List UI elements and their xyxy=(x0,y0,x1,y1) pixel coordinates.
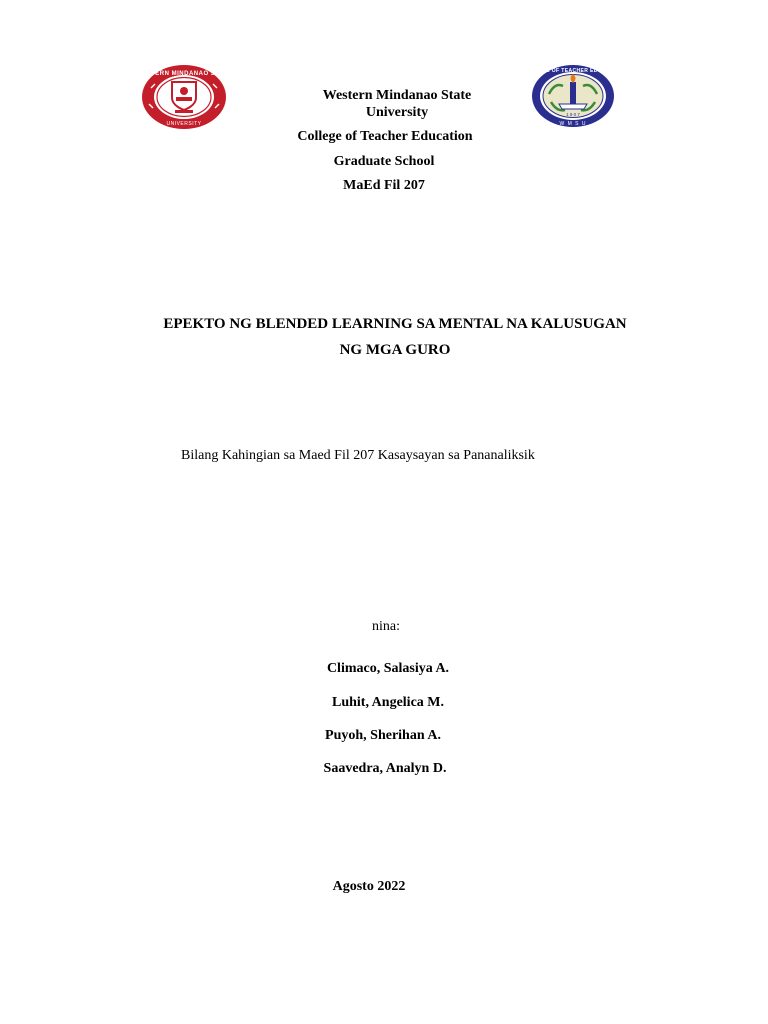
svg-text:WESTERN MINDANAO STATE: WESTERN MINDANAO STATE xyxy=(135,71,233,77)
title-line1: EPEKTO NG BLENDED LEARNING SA MENTAL NA KALUSUGAN xyxy=(163,316,627,332)
author-item: Climaco, Salasiya A. xyxy=(326,661,450,676)
title-line2: NG MGA GURO xyxy=(339,342,451,358)
svg-text:1 9 0 7: 1 9 0 7 xyxy=(566,112,580,117)
college-name: College of Teacher Education xyxy=(297,129,473,144)
document-date: Agosto 2022 xyxy=(332,879,406,894)
university-name-line2: University xyxy=(365,105,429,120)
svg-text:W M S U: W M S U xyxy=(559,121,587,127)
university-name-line1: Western Mindanao State xyxy=(322,88,472,103)
author-item: Saavedra, Analyn D. xyxy=(323,761,447,776)
course-code: MaEd Fil 207 xyxy=(343,178,425,193)
svg-text:UNIVERSITY: UNIVERSITY xyxy=(166,121,202,127)
author-item: Luhit, Angelica M. xyxy=(331,695,444,710)
author-item: Puyoh, Sherihan A. xyxy=(325,728,441,743)
requirement-text: Bilang Kahingian sa Maed Fil 207 Kasaysayan sa Pananaliksik xyxy=(181,448,535,463)
document-title xyxy=(140,311,650,363)
svg-text:COLLEGE OF TEACHER EDUCATION: COLLEGE OF TEACHER EDUCATION xyxy=(523,68,623,74)
graduate-school: Graduate School xyxy=(333,154,435,169)
university-name xyxy=(247,87,547,121)
university-seal-icon xyxy=(135,64,233,130)
authors-label: nina: xyxy=(372,619,400,634)
